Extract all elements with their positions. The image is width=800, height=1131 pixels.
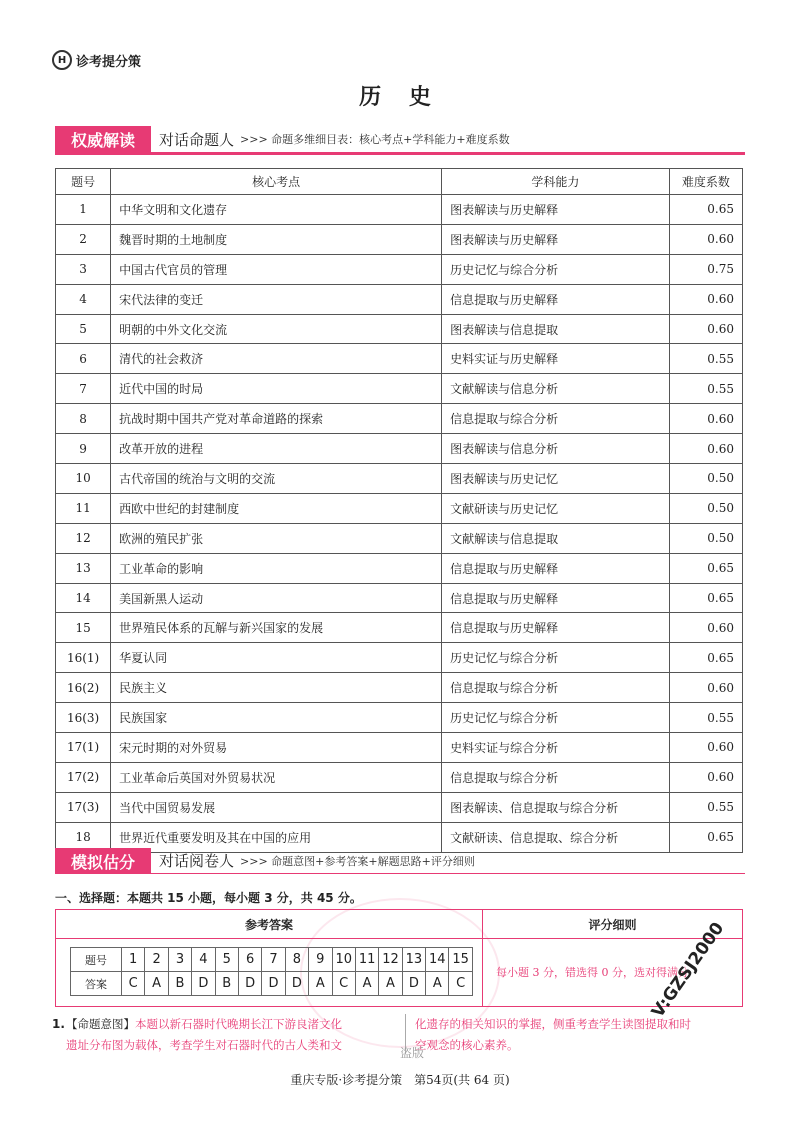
table-row — [56, 792, 743, 822]
row-topic: 工业革命的影响 — [111, 553, 442, 583]
spec-table — [55, 168, 743, 853]
row-difficulty: 0.65 — [669, 195, 742, 225]
row-difficulty: 0.65 — [669, 643, 742, 673]
row-difficulty: 0.65 — [669, 553, 742, 583]
brand-mark-icon: H — [52, 50, 72, 70]
stamp-text: 盗版 — [400, 1046, 425, 1060]
explanation-text: 本题以新石器时代晚期长江下游良渚文化 — [135, 1017, 342, 1031]
table-row — [56, 673, 743, 703]
table-row — [56, 434, 743, 464]
row-number: 10 — [56, 464, 111, 494]
row-topic: 民族主义 — [111, 673, 442, 703]
row-ability: 图表解读与信息提取 — [442, 314, 670, 344]
row-difficulty: 0.60 — [669, 284, 742, 314]
row-difficulty: 0.60 — [669, 613, 742, 643]
explanation-left-column — [66, 1014, 396, 1056]
answer-number-cell: 7 — [262, 948, 285, 972]
answer-divider — [482, 938, 483, 1006]
row-label: 题号 — [71, 948, 122, 972]
table-row — [56, 404, 743, 434]
row-topic: 中国古代官员的管理 — [111, 254, 442, 284]
table-row — [56, 762, 743, 792]
row-number: 16(2) — [56, 673, 111, 703]
page-title: 历 史 — [359, 85, 441, 110]
answer-number-cell: 10 — [332, 948, 355, 972]
section-title: 对话阅卷人 — [159, 852, 235, 870]
table-row — [56, 195, 743, 225]
scoring-header: 评分细则 — [588, 917, 637, 932]
row-difficulty: 0.50 — [669, 493, 742, 523]
answer-box — [55, 909, 743, 1007]
row-number: 1 — [56, 195, 111, 225]
row-topic: 世界近代重要发明及其在中国的应用 — [111, 822, 442, 852]
answer-header: 参考答案 — [56, 910, 483, 938]
explanation-right-column — [415, 1014, 750, 1056]
row-number: 7 — [56, 374, 111, 404]
answer-number-cell: 3 — [168, 948, 191, 972]
row-difficulty: 0.60 — [669, 762, 742, 792]
table-row — [56, 583, 743, 613]
row-ability: 图表解读与历史解释 — [442, 195, 670, 225]
watermark: V:GZSJ2000 — [648, 918, 729, 1022]
answer-value-cell: C — [332, 972, 355, 996]
row-topic: 世界殖民体系的瓦解与新兴国家的发展 — [111, 613, 442, 643]
explanation-text: 遗址分布图为载体，考查学生对石器时代的古人类和文 — [66, 1038, 342, 1052]
table-row — [56, 703, 743, 733]
answer-value-cell: A — [309, 972, 332, 996]
row-topic: 改革开放的进程 — [111, 434, 442, 464]
row-ability: 文献解读与信息提取 — [442, 523, 670, 553]
answer-number-cell: 6 — [238, 948, 261, 972]
answer-value-cell: D — [192, 972, 215, 996]
answer-number-row — [71, 948, 473, 972]
row-difficulty: 0.60 — [669, 404, 742, 434]
answer-number-cell: 9 — [309, 948, 332, 972]
row-ability: 信息提取与历史解释 — [442, 613, 670, 643]
answer-value-cell: D — [262, 972, 285, 996]
row-number: 17(3) — [56, 792, 111, 822]
row-number: 18 — [56, 822, 111, 852]
row-number: 13 — [56, 553, 111, 583]
answer-number-cell: 13 — [402, 948, 425, 972]
explanation-text: 化遗存的相关知识的掌握，侧重考查学生读图提取和时 — [415, 1017, 691, 1031]
table-row — [56, 493, 743, 523]
table-row — [56, 523, 743, 553]
section-title: 对话命题人 — [159, 130, 235, 149]
table-row — [56, 733, 743, 763]
answer-number-cell: 2 — [145, 948, 168, 972]
answer-value-cell: C — [449, 972, 472, 996]
row-topic: 清代的社会救济 — [111, 344, 442, 374]
row-ability: 文献研读、信息提取、综合分析 — [442, 822, 670, 852]
table-header-row — [56, 169, 743, 195]
row-ability: 文献研读与历史记忆 — [442, 493, 670, 523]
table-row — [56, 284, 743, 314]
answer-number-cell: 15 — [449, 948, 472, 972]
row-number: 11 — [56, 493, 111, 523]
row-topic: 古代帝国的统治与文明的交流 — [111, 464, 442, 494]
answer-number-cell: 4 — [192, 948, 215, 972]
answer-number-cell: 5 — [215, 948, 238, 972]
row-difficulty: 0.55 — [669, 792, 742, 822]
row-difficulty: 0.60 — [669, 434, 742, 464]
section-banner-authoritative — [55, 126, 745, 155]
row-label: 答案 — [71, 972, 122, 996]
header-no: 题号 — [56, 169, 111, 195]
row-ability: 文献解读与信息分析 — [442, 374, 670, 404]
row-difficulty: 0.65 — [669, 583, 742, 613]
row-ability: 信息提取与历史解释 — [442, 583, 670, 613]
row-number: 16(1) — [56, 643, 111, 673]
row-ability: 信息提取与综合分析 — [442, 762, 670, 792]
table-row — [56, 613, 743, 643]
row-number: 9 — [56, 434, 111, 464]
row-difficulty: 0.60 — [669, 673, 742, 703]
section-subtitle: >>> 命题多维细目表：核心考点+学科能力+难度系数 — [240, 133, 510, 146]
answer-value-cell: A — [355, 972, 378, 996]
row-number: 6 — [56, 344, 111, 374]
row-ability: 图表解读与历史记忆 — [442, 464, 670, 494]
row-topic: 宋元时期的对外贸易 — [111, 733, 442, 763]
table-row — [56, 224, 743, 254]
brand-name: 诊考提分策 — [76, 54, 142, 70]
row-number: 5 — [56, 314, 111, 344]
row-topic: 华夏认同 — [111, 643, 442, 673]
table-row — [56, 643, 743, 673]
row-difficulty: 0.50 — [669, 464, 742, 494]
header-difficulty: 难度系数 — [669, 169, 742, 195]
row-number: 14 — [56, 583, 111, 613]
row-ability: 历史记忆与综合分析 — [442, 643, 670, 673]
row-number: 8 — [56, 404, 111, 434]
header-ability: 学科能力 — [442, 169, 670, 195]
row-topic: 宋代法律的变迁 — [111, 284, 442, 314]
row-ability: 信息提取与历史解释 — [442, 284, 670, 314]
table-row — [56, 254, 743, 284]
row-topic: 工业革命后英国对外贸易状况 — [111, 762, 442, 792]
scoring-rule: 每小题 3 分，错选得 0 分，选对得满分 — [496, 966, 689, 979]
explanation-text: 空观念的核心素养。 — [415, 1038, 519, 1052]
row-topic: 美国新黑人运动 — [111, 583, 442, 613]
answer-value-cell: C — [122, 972, 145, 996]
question-heading: 一、选择题：本题共 15 小题，每小题 3 分，共 45 分。 — [55, 891, 362, 905]
answer-value-cell: A — [145, 972, 168, 996]
row-ability: 图表解读与信息分析 — [442, 434, 670, 464]
row-ability: 信息提取与综合分析 — [442, 673, 670, 703]
row-number: 17(1) — [56, 733, 111, 763]
answer-value-cell: A — [426, 972, 449, 996]
row-difficulty: 0.55 — [669, 374, 742, 404]
answer-number-cell: 11 — [355, 948, 378, 972]
answer-value-row — [71, 972, 473, 996]
answer-value-cell: D — [238, 972, 261, 996]
row-difficulty: 0.75 — [669, 254, 742, 284]
table-row — [56, 553, 743, 583]
page-footer: 重庆专版·诊考提分策 第54页(共 64 页) — [290, 1073, 510, 1087]
row-number: 15 — [56, 613, 111, 643]
row-difficulty: 0.50 — [669, 523, 742, 553]
answer-value-cell: B — [215, 972, 238, 996]
section-tag: 模拟估分 — [55, 848, 151, 874]
row-topic: 魏晋时期的土地制度 — [111, 224, 442, 254]
row-ability: 信息提取与综合分析 — [442, 404, 670, 434]
row-ability: 信息提取与历史解释 — [442, 553, 670, 583]
row-ability: 史料实证与历史解释 — [442, 344, 670, 374]
section-tag: 权威解读 — [55, 126, 151, 152]
section-subtitle: >>> 命题意图+参考答案+解题思路+评分细则 — [240, 854, 475, 868]
row-topic: 中华文明和文化遗存 — [111, 195, 442, 225]
answer-value-cell: B — [168, 972, 191, 996]
row-difficulty: 0.65 — [669, 822, 742, 852]
answer-number-cell: 1 — [122, 948, 145, 972]
answer-number-cell: 14 — [426, 948, 449, 972]
table-row — [56, 464, 743, 494]
row-topic: 民族国家 — [111, 703, 442, 733]
answer-value-cell: A — [379, 972, 402, 996]
row-ability: 历史记忆与综合分析 — [442, 254, 670, 284]
row-topic: 当代中国贸易发展 — [111, 792, 442, 822]
brand-logo — [52, 50, 141, 70]
row-number: 4 — [56, 284, 111, 314]
table-row — [56, 374, 743, 404]
row-ability: 历史记忆与综合分析 — [442, 703, 670, 733]
row-ability: 图表解读与历史解释 — [442, 224, 670, 254]
row-ability: 史料实证与综合分析 — [442, 733, 670, 763]
row-difficulty: 0.60 — [669, 733, 742, 763]
row-topic: 抗战时期中国共产党对革命道路的探索 — [111, 404, 442, 434]
row-difficulty: 0.60 — [669, 224, 742, 254]
row-difficulty: 0.55 — [669, 703, 742, 733]
row-number: 3 — [56, 254, 111, 284]
answer-value-cell: D — [285, 972, 308, 996]
answer-number-cell: 12 — [379, 948, 402, 972]
row-topic: 明朝的中外文化交流 — [111, 314, 442, 344]
explanation-tag: 【命题意图】 — [66, 1017, 135, 1031]
answer-table — [70, 947, 473, 996]
row-topic: 欧洲的殖民扩张 — [111, 523, 442, 553]
row-number: 17(2) — [56, 762, 111, 792]
header-topic: 核心考点 — [111, 169, 442, 195]
row-difficulty: 0.55 — [669, 344, 742, 374]
answer-number-cell: 8 — [285, 948, 308, 972]
row-difficulty: 0.60 — [669, 314, 742, 344]
explanation-number: 1. — [52, 1017, 65, 1031]
table-row — [56, 344, 743, 374]
row-number: 12 — [56, 523, 111, 553]
row-ability: 图表解读、信息提取与综合分析 — [442, 792, 670, 822]
table-row — [56, 314, 743, 344]
row-number: 2 — [56, 224, 111, 254]
row-topic: 近代中国的时局 — [111, 374, 442, 404]
section-banner-simulation — [55, 848, 745, 874]
row-number: 16(3) — [56, 703, 111, 733]
row-topic: 西欧中世纪的封建制度 — [111, 493, 442, 523]
answer-value-cell: D — [402, 972, 425, 996]
